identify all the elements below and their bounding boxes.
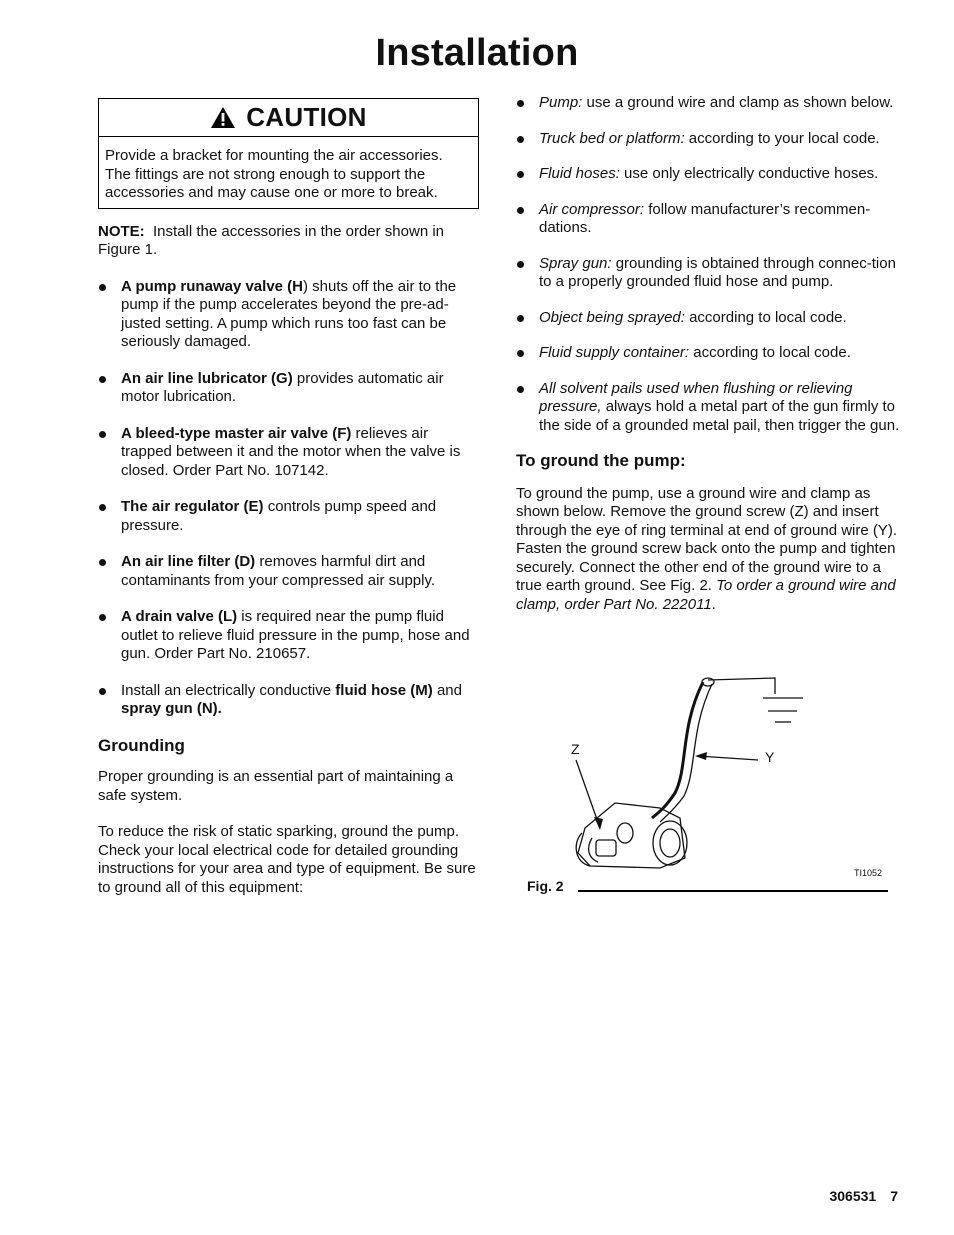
- item-bold: A bleed-type master air valve (F): [121, 424, 352, 442]
- page-footer: [829, 1188, 898, 1204]
- item-text: grounding is obtained through connec-tion to a properly grounded fluid hose and pump.: [539, 254, 896, 290]
- doc-number: 306531: [829, 1188, 877, 1204]
- figure-code: TI1052: [853, 868, 882, 878]
- pump-ground-text: [516, 485, 901, 615]
- note-label: NOTE:: [98, 222, 145, 240]
- item-text: follow manufacturer’s recommen-dations.: [539, 200, 871, 236]
- list-item: [516, 130, 901, 149]
- item-italic: Object being sprayed:: [539, 308, 685, 326]
- item-italic: Truck bed or platform:: [539, 129, 685, 147]
- item-text: ) shuts off the air to the pump if the pump accelerates beyond the pre-ad-justed setting. A pump which runs too fast can be seriously damaged.: [121, 277, 457, 350]
- item-text: and: [432, 681, 462, 699]
- item-text: is required near the pump fluid outlet to relieve fluid pressure in the pump, hose and gun. Order Part No. 210657.: [121, 608, 470, 662]
- equipment-list: [516, 94, 901, 435]
- item-bold: A drain valve (L): [121, 608, 238, 625]
- list-item: [98, 553, 480, 590]
- figure-caption: Fig. 2: [527, 878, 564, 894]
- list-item: [516, 255, 901, 292]
- left-column: [98, 98, 480, 915]
- item-bold: spray gun (N).: [121, 700, 222, 717]
- item-text: according to your local code.: [684, 129, 880, 147]
- item-italic: Air compressor:: [539, 200, 645, 218]
- page-number: 7: [890, 1188, 898, 1204]
- item-text: provides automatic air motor lubrication.: [121, 369, 444, 405]
- item-text: removes harmful dirt and contaminants from your compressed air supply.: [121, 553, 436, 589]
- list-item: [98, 498, 480, 535]
- note: [98, 223, 480, 260]
- item-italic: Spray gun:: [539, 254, 612, 272]
- figure-2: [520, 668, 890, 898]
- caption-rule: [578, 890, 888, 892]
- item-text: according to local code.: [689, 344, 851, 361]
- item-italic: Pump:: [539, 94, 583, 111]
- item-text: relieves air trapped between it and the motor when the valve is closed. Order Part No. 107142.: [121, 424, 461, 479]
- item-text: use only electrically conductive hoses.: [619, 165, 879, 182]
- warning-triangle-icon: [210, 106, 236, 129]
- list-item: [98, 682, 480, 719]
- pump-ground-body: To ground the pump, use a ground wire and clamp as shown below. Remove the ground screw (Z) and insert through the eye of ring terminal at end of ground wire (Y). Fasten the ground screw back onto the pump and tighten securely. Connect the other end of the ground wire to a true earth ground. See Fig. 2.: [516, 484, 898, 594]
- pump-ground-heading: To ground the pump:: [516, 451, 686, 470]
- accessory-list: [98, 278, 480, 719]
- list-item: [98, 370, 480, 407]
- page-title: Installation: [375, 32, 579, 74]
- list-item: [516, 94, 901, 113]
- item-text: always hold a metal part of the gun firmly to the side of a grounded metal pail, then trigger the gun.: [539, 398, 900, 434]
- item-bold: An air line filter (D): [121, 553, 256, 570]
- item-bold: The air regulator (E): [121, 498, 264, 515]
- label-z: Z: [571, 741, 580, 757]
- caution-heading: CAUTION: [246, 102, 367, 133]
- item-italic: All solvent pails used when flushing or relieving pressure,: [539, 379, 853, 415]
- item-bold: An air line lubricator (G): [121, 369, 293, 387]
- item-text: according to local code.: [684, 308, 847, 326]
- item-italic: Fluid hoses:: [539, 165, 620, 182]
- pump-ground-illustration: [520, 668, 890, 878]
- item-bold: fluid hose (M): [335, 681, 433, 699]
- note-text: Install the accessories in the order shown in Figure 1.: [98, 222, 444, 258]
- pump-ground-order-note: To order a ground wire and clamp, order Part No. 222011: [516, 577, 896, 613]
- item-bold: A pump runaway valve (H: [121, 277, 303, 295]
- list-item: [516, 201, 901, 238]
- item-text: use a ground wire and clamp as shown below.: [582, 94, 894, 111]
- grounding-heading: Grounding: [98, 735, 185, 755]
- caution-box: [98, 98, 479, 209]
- grounding-para-1: Proper grounding is an essential part of maintaining a safe system.: [98, 768, 454, 804]
- list-item: [516, 344, 901, 363]
- label-y: Y: [765, 749, 775, 765]
- item-text: controls pump speed and pressure.: [121, 498, 437, 534]
- list-item: [516, 309, 901, 328]
- list-item: [516, 380, 901, 436]
- right-column: [516, 94, 901, 614]
- list-item: [98, 608, 480, 664]
- list-item: [98, 425, 480, 481]
- item-italic: Fluid supply container:: [539, 344, 690, 361]
- caution-text: Provide a bracket for mounting the air accessories. The fittings are not strong enough to support the accessories and may cause one or more to break.: [105, 147, 443, 201]
- list-item: [516, 165, 901, 184]
- item-text: Install an electrically conductive: [121, 681, 336, 699]
- pump-ground-end: .: [711, 595, 716, 613]
- list-item: [98, 278, 480, 352]
- grounding-para-2: To reduce the risk of static sparking, ground the pump. Check your local electrical code for detailed grounding instructions for your area and type of equipment. Be sure to ground all of this equipment:: [98, 823, 476, 896]
- caution-header: [99, 99, 478, 137]
